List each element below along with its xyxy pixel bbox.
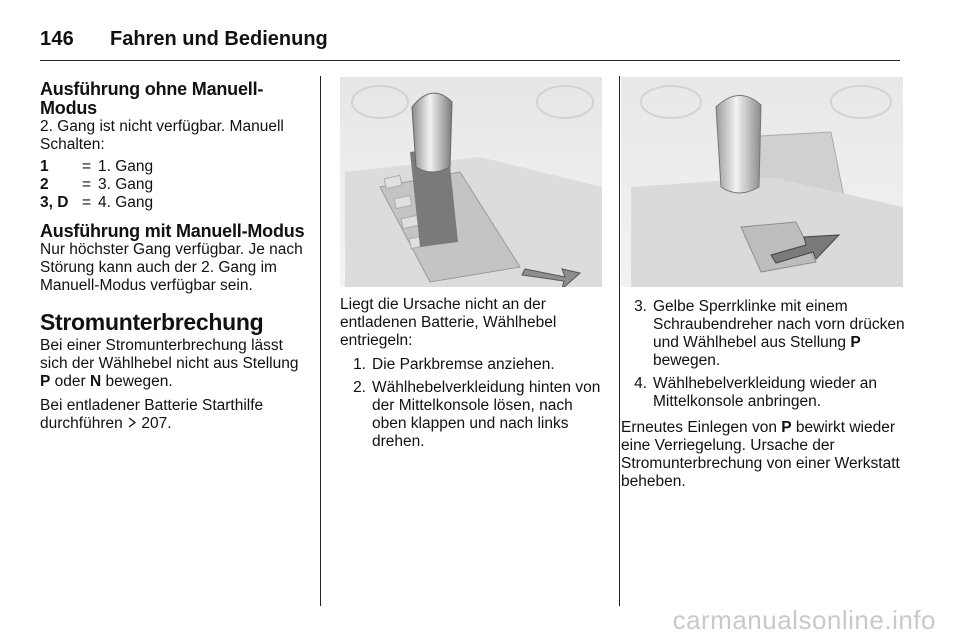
text-mit-manuell: Nur höchster Gang verfügbar. Je nach Störung kann auch der 2. Gang im Manuell-Modus verfügbar sein. (40, 241, 303, 294)
gear-eq: = (82, 194, 92, 211)
gear-value: 4. Gang (98, 194, 154, 211)
text-part: Bei entladener Batterie Starthilfe durchführen (40, 397, 264, 432)
text-ursache: Liegt die Ursache nicht an der entladenen Batterie, Wählhebel entriegeln: (340, 296, 557, 349)
steps-list-1 (340, 356, 602, 451)
gear-key: 2 (40, 176, 49, 193)
heading-mit-manuell: Ausführung mit Manuell-Modus (40, 221, 305, 241)
column-divider-2 (619, 76, 620, 606)
column-3 (621, 296, 907, 491)
text-ohne-manuell: 2. Gang ist nicht verfügbar. Manuell Schalten: (40, 118, 284, 153)
heading-stromunterbrechung: Stromunterbrechung (40, 309, 264, 335)
text-starthilfe (40, 397, 308, 433)
step-text: Die Parkbremse anziehen. (372, 356, 555, 373)
gear-p-label: P (850, 334, 861, 351)
step-text: Wählhebelverkleidung hinten von der Mittelkonsole lösen, nach oben klappen und nach links drehen. (372, 379, 601, 450)
text-part: Bei einer Stromunterbrechung lässt sich der Wählhebel nicht aus Stellung (40, 337, 299, 372)
list-item (340, 356, 602, 374)
text-part: bewegen. (101, 373, 173, 390)
text-stromunterbrechung (40, 337, 308, 391)
gear-eq: = (82, 158, 92, 175)
text-part: bewegen. (653, 352, 721, 369)
text-part: Gelbe Sperrklinke mit einem Schraubendreher nach vorn drücken und Wählhebel aus Stellung (653, 298, 905, 351)
page-reference[interactable]: 207. (141, 415, 172, 432)
gear-row (40, 194, 308, 212)
gear-row (40, 176, 308, 194)
gear-key: 1 (40, 158, 49, 175)
step-text (653, 298, 907, 370)
text-part: bewirkt wieder eine Verriegelung. Ursache der Stromunterbrechung von einer Werkstatt beheben. (621, 419, 900, 490)
chapter-title: Fahren und Bedienung (109, 27, 328, 50)
step-number: 2. (353, 379, 366, 396)
heading-ohne-manuell: Ausführung ohne Manuell-Modus (40, 79, 264, 118)
list-item (621, 298, 907, 370)
gear-value: 3. Gang (98, 176, 154, 193)
steps-list-2 (621, 298, 907, 411)
gear-n-label: N (89, 373, 102, 390)
header-rule (40, 60, 900, 61)
gear-selector-illustration-1 (340, 77, 602, 287)
watermark: carmanualsonline.info (672, 605, 936, 635)
gear-p-label: P (40, 373, 51, 390)
page-reference-icon (127, 416, 137, 431)
text-part: oder (50, 373, 90, 390)
page-header (40, 22, 328, 56)
step-number: 3. (634, 298, 647, 315)
gear-row (40, 158, 308, 176)
step-number: 1. (353, 356, 366, 373)
gear-value: 1. Gang (98, 158, 154, 175)
gear-key: 3, D (40, 194, 69, 211)
gear-selector-illustration-2 (621, 77, 903, 287)
step-text: Wählhebelverkleidung wieder an Mittelkonsole anbringen. (653, 375, 878, 410)
column-2 (340, 296, 602, 459)
text-erneutes-einlegen (621, 419, 907, 491)
gear-table (40, 158, 308, 212)
step-number: 4. (634, 375, 647, 392)
column-1 (40, 80, 308, 433)
column-divider-1 (320, 76, 321, 606)
gear-p-label: P (781, 419, 792, 436)
page-number: 146 (40, 27, 74, 50)
gear-eq: = (82, 176, 92, 193)
text-part: Erneutes Einlegen von (621, 419, 782, 436)
list-item (621, 375, 907, 411)
list-item (340, 379, 602, 451)
